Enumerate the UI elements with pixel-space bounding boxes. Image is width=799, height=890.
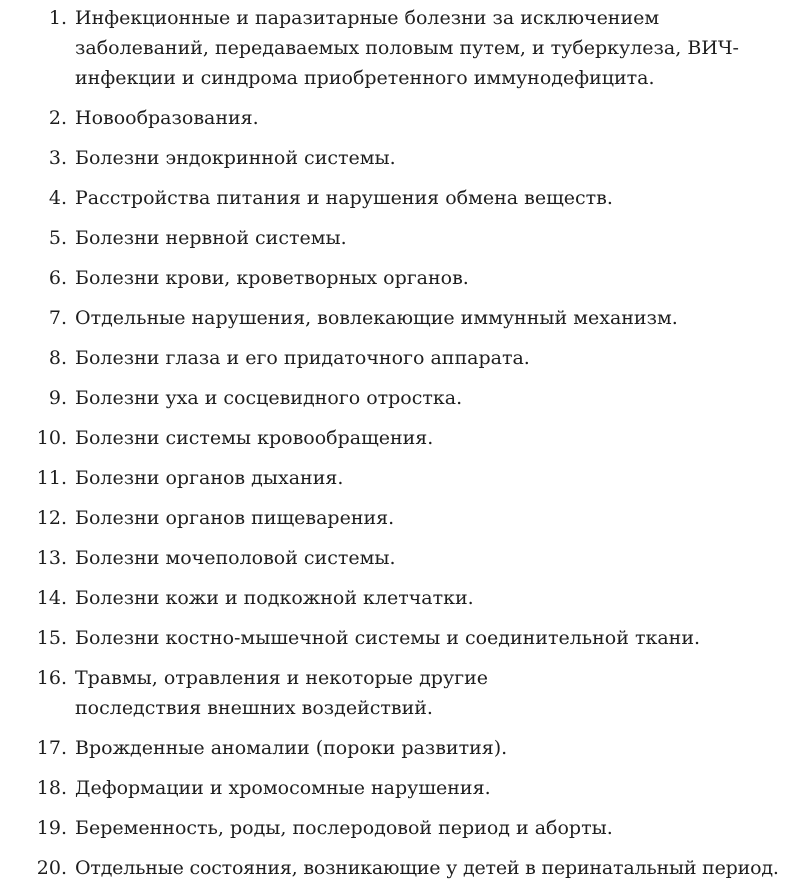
item-text: Болезни уха и сосцевидного отростка. <box>75 387 463 409</box>
list-item <box>0 583 799 613</box>
list-item <box>0 263 799 293</box>
item-text: Новообразования. <box>75 107 259 129</box>
item-text: Деформации и хромосомные нарушения. <box>75 777 491 799</box>
item-text: Болезни органов пищеварения. <box>75 507 395 529</box>
list-item <box>0 223 799 253</box>
disease-class-list <box>0 3 799 883</box>
item-number: 19. <box>36 817 67 839</box>
item-number: 6. <box>48 267 67 289</box>
list-item <box>0 303 799 333</box>
list-item <box>0 813 799 843</box>
list-item <box>0 143 799 173</box>
list-item <box>0 663 799 723</box>
list-item <box>0 503 799 533</box>
item-text: Беременность, роды, послеродовой период и аборты. <box>75 817 613 839</box>
item-text: Отдельные состояния, возникающие у детей в перинатальный период. <box>75 857 779 879</box>
item-number: 8. <box>48 347 67 369</box>
item-text: Травмы, отравления и некоторые другие последствия внешних воздействий. <box>75 667 488 719</box>
item-text: Болезни органов дыхания. <box>75 467 344 489</box>
item-text: Отдельные нарушения, вовлекающие иммунный механизм. <box>75 307 678 329</box>
list-item <box>0 543 799 573</box>
item-number: 4. <box>48 187 67 209</box>
item-text: Болезни костно-мышечной системы и соединительной ткани. <box>75 627 701 649</box>
list-item <box>0 623 799 653</box>
item-number: 2. <box>48 107 67 129</box>
list-item <box>0 733 799 763</box>
item-text: Болезни нервной системы. <box>75 227 347 249</box>
list-item <box>0 343 799 373</box>
item-number: 15. <box>36 627 67 649</box>
item-text: Болезни эндокринной системы. <box>75 147 396 169</box>
list-item <box>0 383 799 413</box>
item-number: 3. <box>48 147 67 169</box>
list-item <box>0 103 799 133</box>
item-number: 9. <box>48 387 67 409</box>
item-number: 18. <box>36 777 67 799</box>
item-number: 20. <box>36 857 67 879</box>
item-number: 1. <box>48 7 67 29</box>
item-number: 16. <box>36 667 67 689</box>
item-text: Болезни кожи и подкожной клетчатки. <box>75 587 474 609</box>
item-text: Расстройства питания и нарушения обмена веществ. <box>75 187 613 209</box>
list-item <box>0 463 799 493</box>
item-number: 11. <box>36 467 67 489</box>
item-number: 17. <box>36 737 67 759</box>
item-text: Болезни глаза и его придаточного аппарата. <box>75 347 530 369</box>
list-item <box>0 183 799 213</box>
list-item <box>0 3 799 93</box>
list-item <box>0 853 799 883</box>
item-number: 14. <box>36 587 67 609</box>
item-number: 7. <box>48 307 67 329</box>
list-item <box>0 773 799 803</box>
item-number: 10. <box>36 427 67 449</box>
item-text: Врожденные аномалии (пороки развития). <box>75 737 508 759</box>
item-text: Болезни крови, кроветворных органов. <box>75 267 469 289</box>
item-text: Болезни мочеполовой системы. <box>75 547 396 569</box>
item-text: Болезни системы кровообращения. <box>75 427 434 449</box>
item-number: 13. <box>36 547 67 569</box>
item-number: 5. <box>48 227 67 249</box>
item-number: 12. <box>36 507 67 529</box>
list-item <box>0 423 799 453</box>
item-text: Инфекционные и паразитарные болезни за исключением заболеваний, передаваемых половым путем, и туберкулеза, ВИЧ-инфекции и синдрома приобретенного иммунодефицита. <box>75 7 739 89</box>
